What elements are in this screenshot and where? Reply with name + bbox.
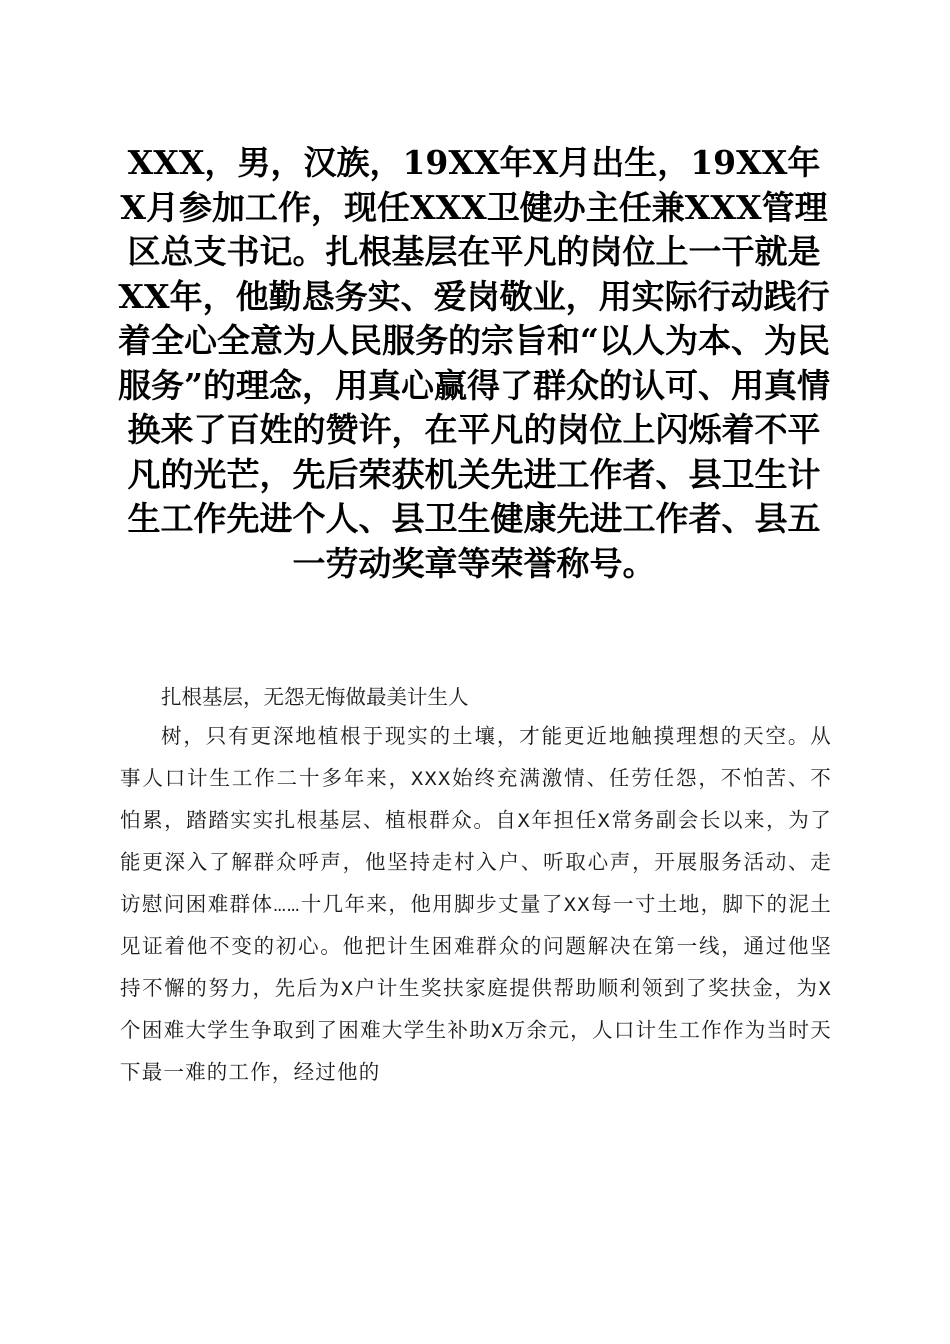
section-heading: 扎根基层，无怨无悔做最美计生人 xyxy=(161,688,469,711)
section-paragraph: 树，只有更深地植根于现实的土壤，才能更近地触摸理想的天空。从事人口计生工作二十多年来，XXX始终充满激情、任劳任怨，不怕苦、不怕累，踏踏实实扎根基层、植根群众。自X年担任X常务副会长以来，为了能更深入了解群众呼声，他坚持走村入户、听取心声，开展服务活动、走访慰问困难群体……十几年来，他用脚步丈量了XX每一寸土地，脚下的泥土见证着他不变的初心。他把计生困难群众的问题解决在第一线，通过他坚持不懈的努力，先后为X户计生奖扶家庭提供帮助顺利领到了奖扶金，为X个困难大学生争取到了困难大学生补助X万余元，人口计生工作作为当时天下最一难的工作，经过他的 xyxy=(120,727,832,1086)
intro-paragraph: XXX，男，汉族，19XX年X月出生，19XX年X月参加工作，现任XXX卫健办主任兼XXX管理区总支书记。扎根基层在平凡的岗位上一干就是XX年，他勤恳务实、爱岗敬业，用实际行动践行着全心全意为人民服务的宗旨和“以人为本、为民服务”的理念，用真心赢得了群众的认可、用真情换来了百姓的赞许，在平凡的岗位上闪烁着不平凡的光芒，先后荣获机关先进工作者、县卫生计生工作先进个人、县卫生健康先进工作者、县五一劳动奖章等荣誉称号。 xyxy=(118,143,830,583)
article-section xyxy=(120,682,832,1096)
